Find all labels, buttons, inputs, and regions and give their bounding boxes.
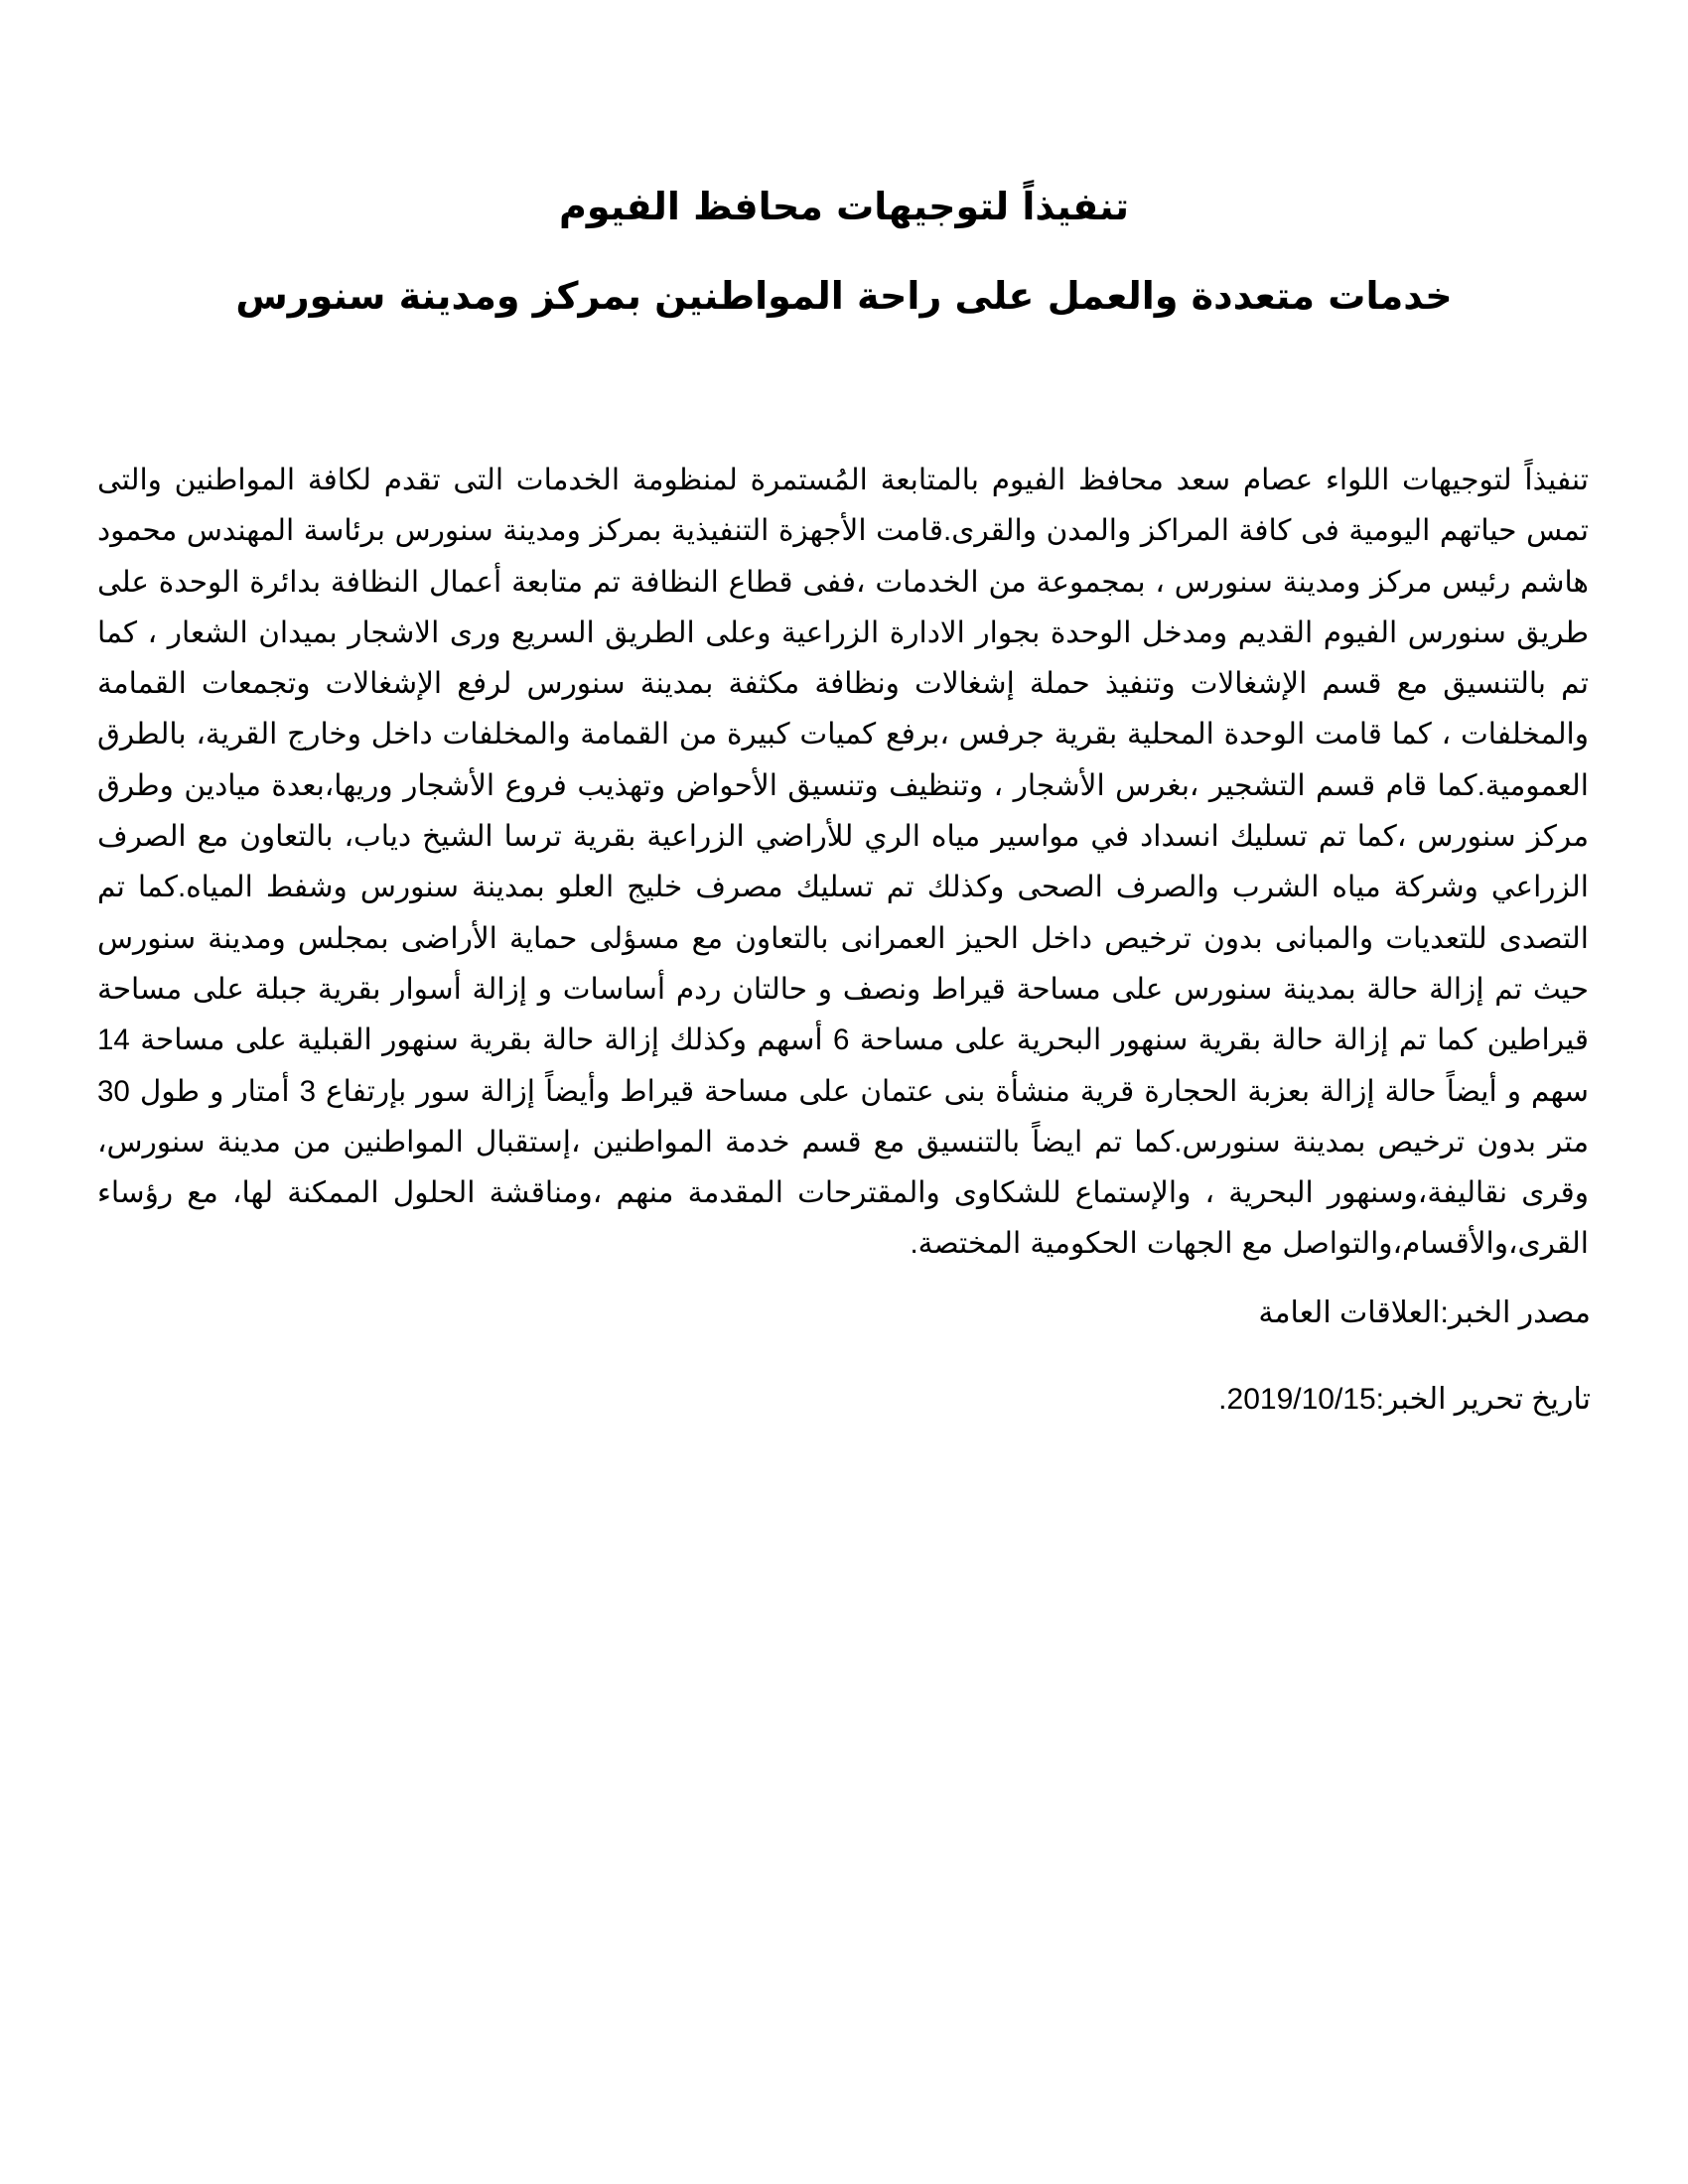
article-body: تنفيذاً لتوجيهات اللواء عصام سعد محافظ الفيوم بالمتابعة المُستمرة لمنظومة الخدمات التى تقدم لكافة المواطنين والتى تمس حياتهم اليومية فى كافة المراكز والمدن والقرى.قامت الأجهزة التنفيذية بمركز ومدينة سنورس برئاسة المهندس محمود هاشم رئيس مركز ومدينة سنورس ، بمجموعة من الخدمات ،ففى قطاع النظافة تم متابعة أعمال النظافة بدائرة الوحدة على طريق سنورس الفيوم القديم ومدخل الوحدة بجوار الادارة الزراعية وعلى الطريق السريع ورى الاشجار بميدان الشعار ، كما تم بالتنسيق مع قسم الإشغالات وتنفيذ حملة إشغالات ونظافة مكثفة بمدينة سنورس لرفع الإشغالات وتجمعات القمامة والمخلفات ، كما قامت الوحدة المحلية بقرية جرفس ،برفع كميات كبيرة من القمامة والمخلفات داخل وخارج القرية، بالطرق العمومية.كما قام قسم التشجير ،بغرس الأشجار ، وتنظيف وتنسيق الأحواض وتهذيب فروع الأشجار وريها،بعدة ميادين وطرق مركز سنورس ،كما تم تسليك انسداد في مواسير مياه الري للأراضي الزراعية بقرية ترسا الشيخ دياب، بالتعاون مع الصرف الزراعي وشركة مياه الشرب والصرف الصحى وكذلك تم تسليك مصرف خليج العلو بمدينة سنورس وشفط المياه.كما تم التصدى للتعديات والمبانى بدون ترخيص داخل الحيز العمرانى بالتعاون مع مسؤلى حماية الأراضى بمجلس ومدينة سنورس حيث تم إزالة حالة بمدينة سنورس على مساحة قيراط ونصف و حالتان ردم أساسات و إزالة أسوار بقرية جبلة على مساحة قيراطين كما تم إزالة حالة بقرية سنهور البحرية على مساحة 6 أسهم وكذلك إزالة حالة بقرية سنهور القبلية على مساحة 14 سهم و أيضاً حالة إزالة بعزبة الحجارة قرية منشأة بنى عتمان على مساحة قيراط وأيضاً إزالة سور بإرتفاع 3 أمتار و طول 30 متر بدون ترخيص بمدينة سنورس.كما تم ايضاً بالتنسيق مع قسم خدمة المواطنين ،إستقبال المواطنين من مدينة سنورس، وقرى نقاليفة،وسنهور البحرية ، والإستماع للشكاوى والمقترحات المقدمة منهم ،ومناقشة الحلول الممكنة لها، مع رؤساء القرى،والأقسام،والتواصل مع الجهات الحكومية المختصة. <box>97 464 1589 1261</box>
news-date: تاريخ تحرير الخبر:2019/10/15. <box>1218 1383 1591 1416</box>
news-source: مصدر الخبر:العلاقات العامة <box>1258 1297 1591 1329</box>
document-subtitle: خدمات متعددة والعمل على راحة المواطنين بمركز ومدينة سنورس <box>235 274 1453 318</box>
document-title: تنفيذاً لتوجيهات محافظ الفيوم <box>559 185 1129 228</box>
